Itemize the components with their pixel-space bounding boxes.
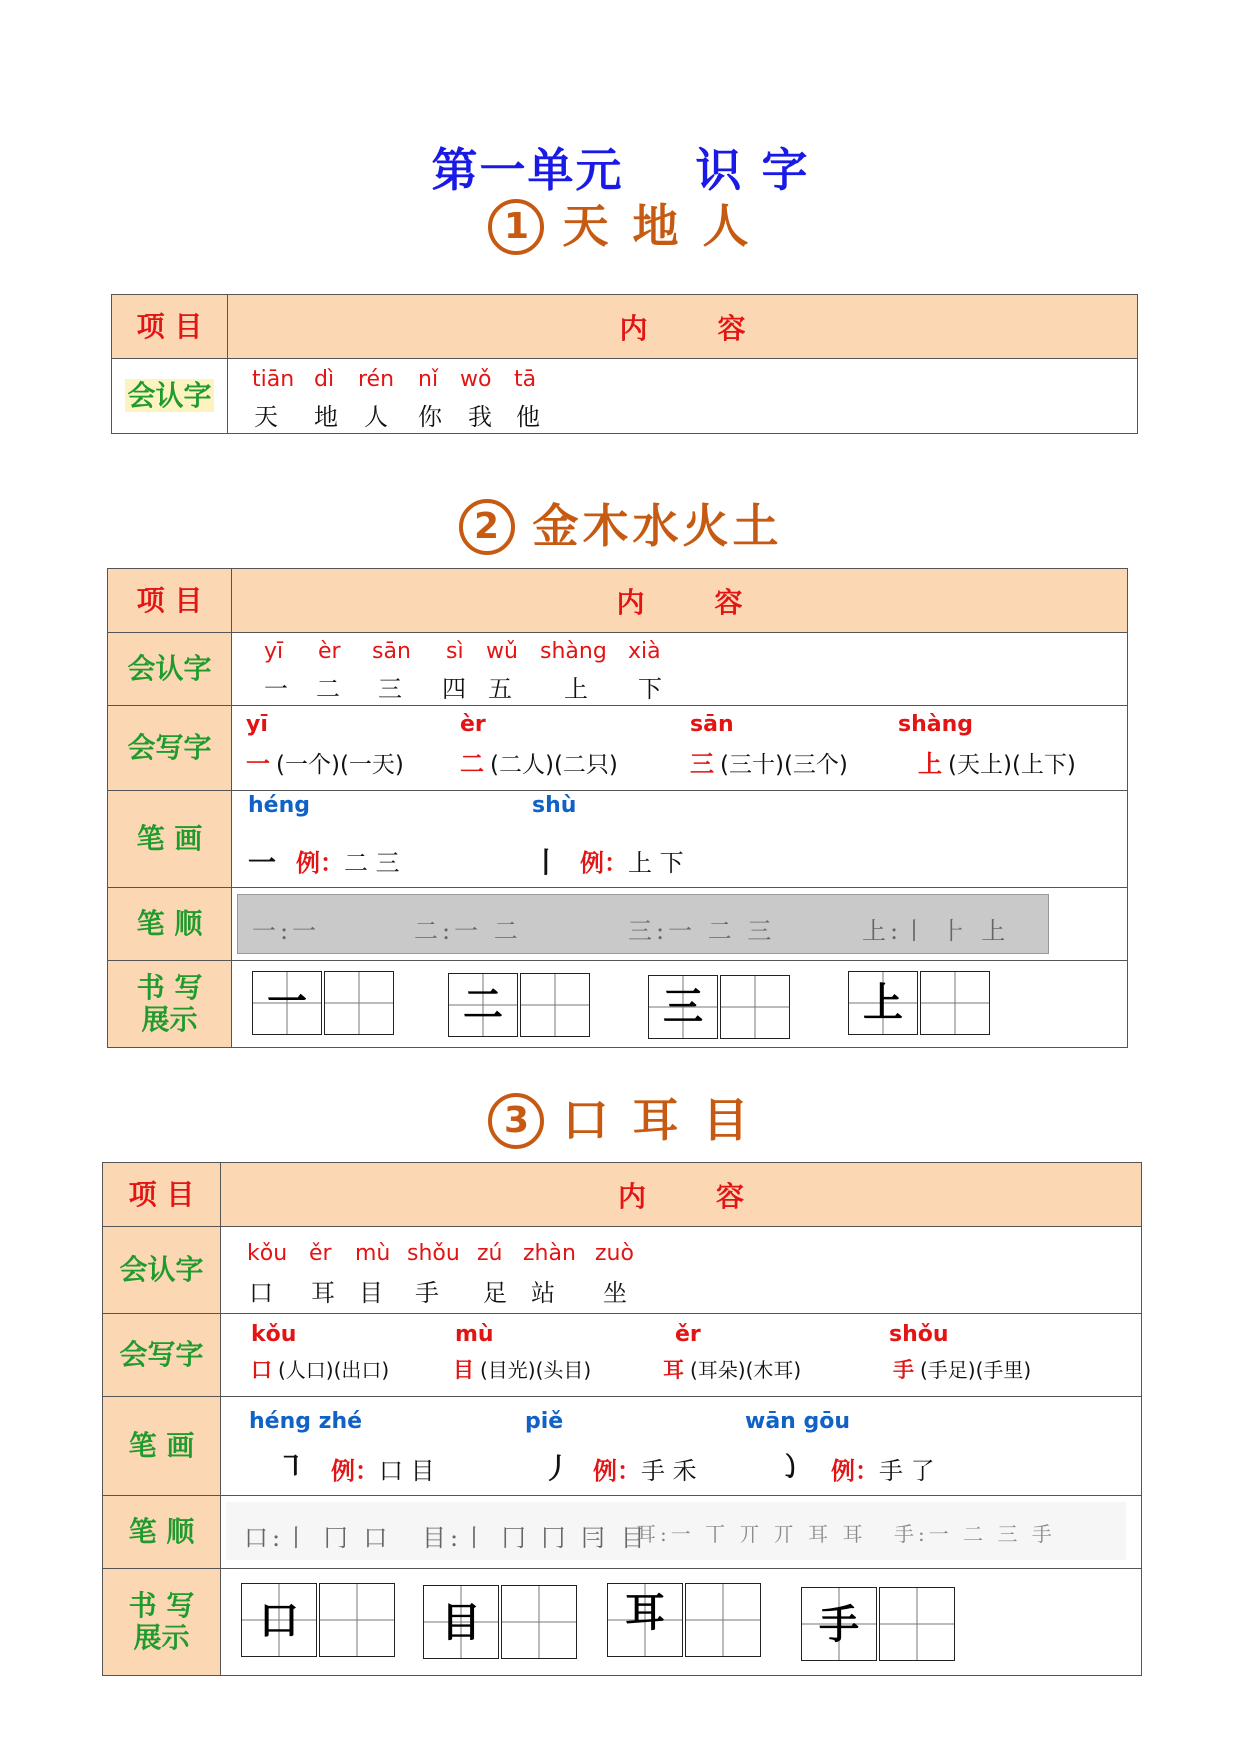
grid-box-empty (685, 1583, 761, 1657)
grid-char: 二 (463, 982, 503, 1028)
stroke-glyph: 一 (248, 846, 277, 879)
pinyin: zú (477, 1241, 503, 1266)
write-entry: 二 (二人)(二只) (460, 750, 618, 778)
lesson-table-2 (107, 568, 1128, 1048)
stroke-glyph: 丿 (543, 1452, 572, 1485)
grid-box-empty (501, 1585, 577, 1659)
pinyin: dì (314, 367, 335, 392)
stroke-glyph: ㇕ (277, 1450, 306, 1483)
stroke-order: 目:丨 ⼌ 冂 冃 目 (422, 1524, 649, 1552)
stroke-example: 例：手 了 (831, 1457, 935, 1485)
hanzi: 四 (442, 675, 466, 703)
pinyin: zhàn (523, 1241, 576, 1266)
writing-grid (801, 1587, 955, 1661)
label-recognize: 会认字 (112, 359, 228, 434)
lesson-name-3: 口 耳 目 (562, 1093, 753, 1147)
row-order (108, 888, 1128, 961)
write-entry: 三 (三十)(三个) (690, 750, 848, 778)
grid-char: 耳 (625, 1590, 665, 1636)
pinyin: kǒu (247, 1241, 288, 1266)
pinyin: sì (446, 639, 464, 664)
pinyin: zuò (595, 1241, 634, 1266)
row-recognize (108, 633, 1128, 706)
lesson-number-3: 3 (488, 1093, 544, 1149)
pinyin: xià (628, 639, 661, 664)
row-order (103, 1496, 1142, 1569)
pinyin: wǒ (460, 367, 492, 392)
hanzi: 目 (359, 1279, 383, 1307)
writing-grid (241, 1583, 395, 1657)
writing-grid (648, 975, 790, 1039)
show-cell (232, 961, 1128, 1048)
show-cell (221, 1569, 1142, 1676)
pinyin: tiān (252, 367, 295, 392)
writing-grid (448, 973, 590, 1037)
grid-char: 一 (267, 979, 307, 1025)
hanzi: 二 (316, 675, 340, 703)
grid-char: 上 (863, 980, 903, 1026)
hanzi: 手 (415, 1279, 439, 1307)
header-content: 内 容 (221, 1163, 1142, 1227)
stroke-order: 上:丨 ⺊ 上 (862, 917, 1010, 945)
row-show (108, 961, 1128, 1048)
hanzi: 坐 (603, 1279, 627, 1307)
row-strokes (103, 1397, 1142, 1496)
hanzi: 口 (249, 1279, 273, 1307)
strokes-cell (221, 1397, 1142, 1496)
pinyin: mù (455, 1322, 494, 1347)
row-write (103, 1314, 1142, 1397)
lesson-table-3 (102, 1162, 1142, 1676)
stroke-order: 口:丨 ⼌ 口 (244, 1524, 392, 1552)
hanzi: 你 (418, 403, 442, 431)
lesson-title-2 (0, 490, 1241, 556)
stroke-glyph: 丨 (532, 846, 561, 879)
lesson-number-1: 1 (488, 199, 544, 255)
stroke-name: wān gōu (745, 1409, 851, 1434)
grid-box-empty (720, 975, 790, 1039)
stroke-name: héng zhé (249, 1409, 363, 1434)
stroke-glyph: ㇁ (775, 1450, 804, 1483)
label-recognize: 会认字 (103, 1227, 221, 1314)
grid-box (607, 1583, 683, 1657)
lesson-table-1 (111, 294, 1138, 434)
lesson-name-2: 金木水火土 (532, 499, 783, 553)
grid-box-empty (879, 1587, 955, 1661)
stroke-order: 耳:一 丅 丌 丌 耳 耳 (636, 1522, 867, 1546)
stroke-order: 手:一 二 三 手 (894, 1522, 1056, 1546)
grid-box (848, 971, 918, 1035)
stroke-example: 例：二 三 (296, 849, 400, 877)
pinyin: ěr (309, 1241, 332, 1266)
pinyin: shǒu (407, 1241, 460, 1266)
label-strokes: 笔 画 (103, 1397, 221, 1496)
order-cell (232, 888, 1128, 961)
pinyin: shàng (540, 639, 607, 664)
stroke-order: 一:一 (252, 917, 321, 945)
label-show: 书 写 展示 (103, 1569, 221, 1676)
hanzi: 耳 (311, 1279, 335, 1307)
hanzi: 他 (516, 403, 540, 431)
writing-grid (607, 1583, 761, 1657)
pinyin: mù (355, 1241, 391, 1266)
pinyin: kǒu (251, 1322, 297, 1347)
header-content: 内 容 (232, 569, 1128, 633)
lesson-name-1: 天 地 人 (562, 199, 753, 253)
order-cell (221, 1496, 1142, 1569)
pinyin: rén (358, 367, 395, 392)
grid-box-empty (324, 971, 394, 1035)
grid-char: 口 (259, 1598, 299, 1644)
stroke-order: 三:一 二 三 (628, 917, 776, 945)
grid-char: 手 (819, 1602, 859, 1648)
grid-box (448, 973, 518, 1037)
hanzi: 上 (564, 675, 588, 703)
header-item: 项 目 (108, 569, 232, 633)
label-write: 会写字 (108, 706, 232, 791)
stroke-name: shù (532, 793, 577, 818)
stroke-order-image (226, 1502, 1126, 1560)
pinyin: sān (690, 712, 734, 737)
grid-box (252, 971, 322, 1035)
stroke-example: 例：上 下 (580, 849, 684, 877)
pinyin: èr (460, 712, 486, 737)
row-show (103, 1569, 1142, 1676)
pinyin: shàng (898, 712, 974, 737)
lesson-title-3 (0, 1084, 1241, 1150)
write-cell (232, 706, 1128, 791)
hanzi: 三 (378, 675, 402, 703)
table-header-row (108, 569, 1128, 633)
header-item: 项 目 (103, 1163, 221, 1227)
pinyin: sān (372, 639, 411, 664)
pinyin: tā (514, 367, 537, 392)
label-order: 笔 顺 (108, 888, 232, 961)
write-entry: 上 (天上)(上下) (918, 750, 1076, 778)
grid-box (423, 1585, 499, 1659)
pinyin: yī (246, 712, 268, 737)
stroke-name: piě (525, 1409, 564, 1434)
hanzi: 人 (364, 403, 388, 431)
label-show: 书 写 展示 (108, 961, 232, 1048)
label-order: 笔 顺 (103, 1496, 221, 1569)
writing-grid (848, 971, 990, 1035)
pinyin: ěr (675, 1322, 701, 1347)
unit-title: 第一单元 识 字 (431, 143, 810, 197)
hanzi: 一 (264, 675, 288, 703)
stroke-example: 例：口 目 (331, 1457, 435, 1485)
pinyin: yī (264, 639, 284, 664)
hanzi: 足 (483, 1279, 507, 1307)
hanzi: 站 (531, 1279, 555, 1307)
label-recognize: 会认字 (108, 633, 232, 706)
row-write (108, 706, 1128, 791)
label-strokes: 笔 画 (108, 791, 232, 888)
stroke-order: 二:一 二 (414, 917, 522, 945)
pinyin: èr (318, 639, 341, 664)
hanzi: 下 (638, 675, 662, 703)
write-entry: 一 (一个)(一天) (246, 750, 404, 778)
recognize-cell (232, 633, 1128, 706)
hanzi: 天 (254, 403, 278, 431)
write-cell (221, 1314, 1142, 1397)
strokes-cell (232, 791, 1128, 888)
pinyin: shǒu (889, 1322, 949, 1347)
hanzi: 五 (488, 675, 512, 703)
grid-box (801, 1587, 877, 1661)
write-entry: 目 (目光)(头目) (453, 1358, 592, 1382)
hanzi: 地 (314, 403, 338, 431)
write-entry: 耳 (耳朵)(木耳) (663, 1358, 802, 1382)
write-entry: 口 (人口)(出口) (251, 1358, 390, 1382)
row-strokes (108, 791, 1128, 888)
grid-box (241, 1583, 317, 1657)
stroke-name: héng (248, 793, 310, 818)
grid-box-empty (520, 973, 590, 1037)
stroke-example: 例：手 禾 (593, 1457, 697, 1485)
hanzi: 我 (468, 403, 492, 431)
grid-box-empty (920, 971, 990, 1035)
row-recognize (112, 359, 1138, 434)
grid-box-empty (319, 1583, 395, 1657)
writing-grid (252, 971, 394, 1035)
lesson-number-2: 2 (459, 499, 515, 555)
writing-grid (423, 1585, 577, 1659)
recognize-cell (228, 359, 1138, 434)
grid-char: 目 (441, 1600, 481, 1646)
lesson-title-1 (0, 190, 1241, 256)
grid-char: 三 (663, 984, 703, 1030)
table-header-row (112, 295, 1138, 359)
table-header-row (103, 1163, 1142, 1227)
pinyin: wǔ (486, 639, 518, 664)
header-content: 内 容 (228, 295, 1138, 359)
row-recognize (103, 1227, 1142, 1314)
grid-box (648, 975, 718, 1039)
pinyin: nǐ (418, 367, 439, 392)
header-item: 项 目 (112, 295, 228, 359)
label-write: 会写字 (103, 1314, 221, 1397)
write-entry: 手 (手足)(手里) (893, 1358, 1032, 1382)
recognize-cell (221, 1227, 1142, 1314)
stroke-order-image (237, 894, 1049, 954)
